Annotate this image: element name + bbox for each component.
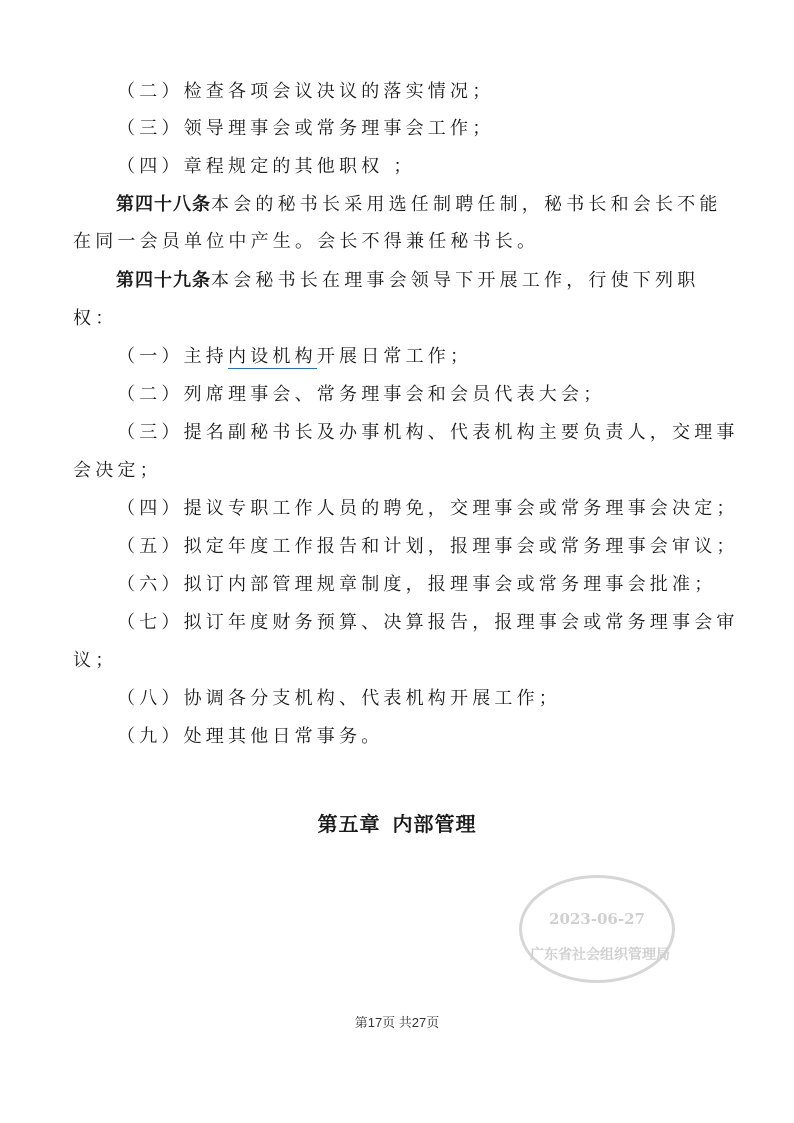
duty-item-4: （四）提议专职工作人员的聘免，交理事会或常务理事会决定； (117, 498, 739, 519)
article-48-text-1: 本会的秘书长采用选任制聘任制，秘书长和会长不能 (211, 194, 722, 215)
duty-item-5: （五）拟定年度工作报告和计划，报理事会或常务理事会审议； (117, 536, 739, 557)
duty-item-2-previous: （二）检查各项会议决议的落实情况； (117, 81, 495, 102)
article-49-line-2: 权： (73, 308, 118, 329)
duty-item-3-previous: （三）领导理事会或常务理事会工作； (117, 118, 495, 139)
article-49-text-1: 本会秘书长在理事会领导下开展工作，行使下列职 (211, 270, 700, 291)
page-number-footer: 第17页 共27页 (354, 1015, 440, 1030)
duty-item-4-previous: （四）章程规定的其他职权 ； (117, 156, 416, 177)
article-48-heading: 第四十八条 (116, 194, 211, 215)
duty-item-3-line-2: 会决定； (73, 460, 162, 481)
article-49-line-1 (116, 269, 756, 293)
duty-item-1-underlined-term: 内设机构 (228, 346, 317, 367)
duty-item-2: （二）列席理事会、常务理事会和会员代表大会； (117, 384, 606, 405)
article-48-line-2: 在同一会员单位中产生。会长不得兼任秘书长。 (73, 231, 540, 252)
duty-item-7-line-1: （七）拟订年度财务预算、决算报告，报理事会或常务理事会审 (117, 612, 739, 633)
duty-item-1-suffix: 开展日常工作； (316, 346, 473, 367)
stamp-organization: 广东省社会组织管理局 (530, 947, 670, 963)
duty-item-9: （九）处理其他日常事务。 (117, 726, 384, 747)
duty-item-8: （八）协调各分支机构、代表机构开展工作； (117, 688, 561, 709)
article-49-heading: 第四十九条 (116, 270, 211, 291)
approval-stamp (519, 875, 675, 983)
duty-item-1 (117, 345, 757, 369)
duty-item-6: （六）拟订内部管理规章制度，报理事会或常务理事会批准； (117, 574, 717, 595)
article-48-line-1 (116, 193, 756, 217)
duty-item-1-prefix: （一）主持 (117, 346, 228, 367)
chapter-number: 第五章 (317, 812, 381, 836)
chapter-heading (0, 808, 794, 837)
chapter-title: 内部管理 (392, 812, 477, 836)
duty-item-7-line-2: 议； (73, 650, 118, 671)
stamp-date: 2023-06-27 (549, 910, 645, 928)
duty-item-3-line-1: （三）提名副秘书长及办事机构、代表机构主要负责人，交理事 (117, 422, 739, 443)
